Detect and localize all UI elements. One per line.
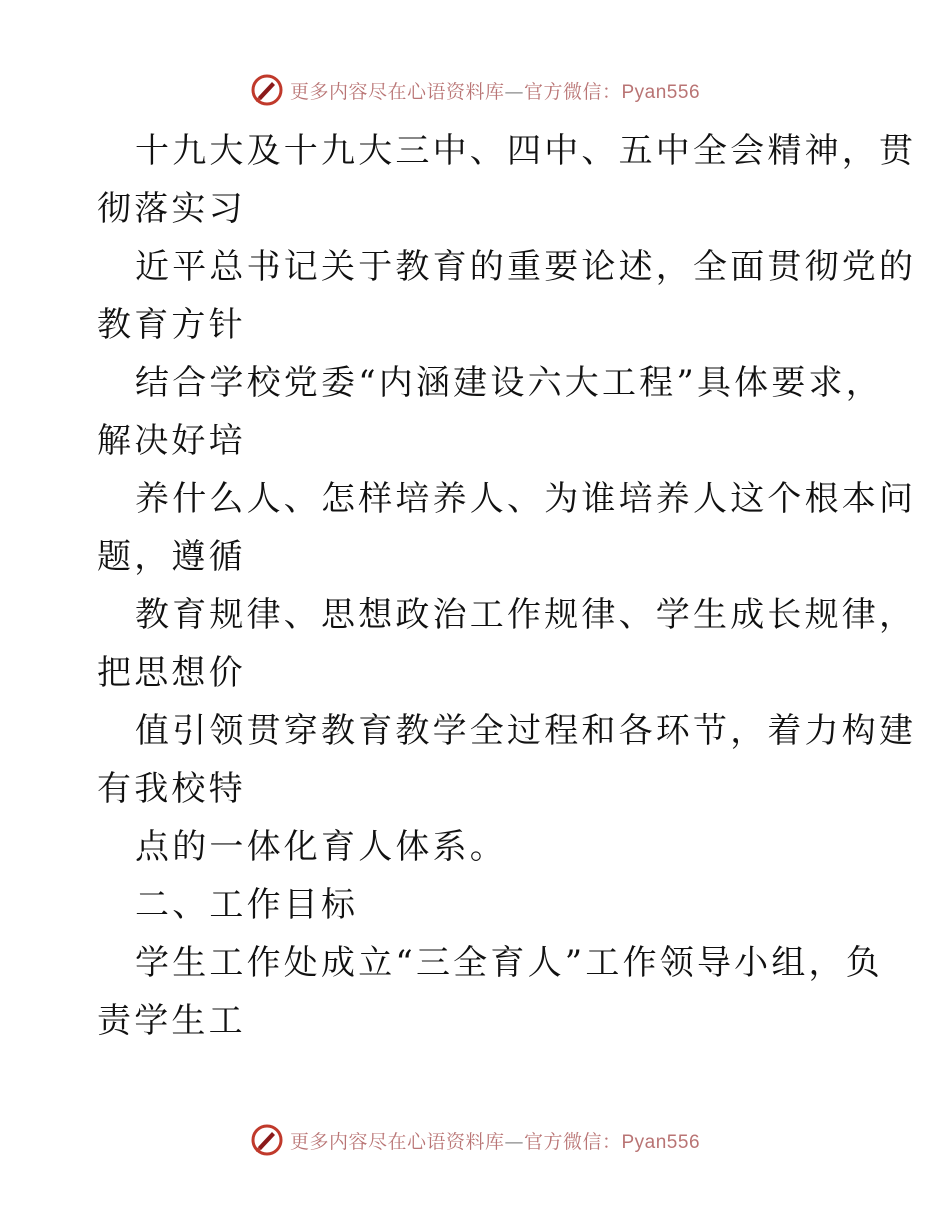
text-line: 学生工作处成立“三全育人”工作领导小组，负: [135, 943, 883, 983]
text-line: 彻落实习: [97, 189, 246, 229]
text-line: 二、工作目标: [135, 885, 359, 925]
text-line: 近平总书记关于教育的重要论述，全面贯彻党的: [135, 247, 917, 287]
text-line: 点的一体化育人体系。: [135, 827, 507, 867]
text-line: 养什么人、怎样培养人、为谁培养人这个根本问: [135, 479, 917, 519]
watermark-footer: [0, 1120, 950, 1160]
document-body: [97, 122, 917, 1050]
text-line: 有我校特: [97, 769, 246, 809]
watermark-header: [0, 70, 950, 110]
text-line: 解决好培: [97, 421, 246, 461]
pen-logo-icon: [250, 73, 284, 107]
text-line: 值引领贯穿教育教学全过程和各环节，着力构建: [135, 711, 917, 751]
text-line: 十九大及十九大三中、四中、五中全会精神，贯: [135, 131, 917, 171]
watermark-text: 更多内容尽在心语资料库—官方微信：Pyan556: [289, 80, 701, 103]
pen-logo-icon: [250, 1123, 284, 1157]
text-line: 把思想价: [97, 653, 246, 693]
text-line: 教育方针: [97, 305, 246, 345]
watermark-text: 更多内容尽在心语资料库—官方微信：Pyan556: [289, 1130, 701, 1153]
text-line: 责学生工: [97, 1001, 246, 1041]
text-line: 教育规律、思想政治工作规律、学生成长规律，: [135, 595, 917, 635]
text-line: 结合学校党委“内涵建设六大工程”具体要求，: [135, 363, 883, 403]
text-line: 题，遵循: [97, 537, 246, 577]
